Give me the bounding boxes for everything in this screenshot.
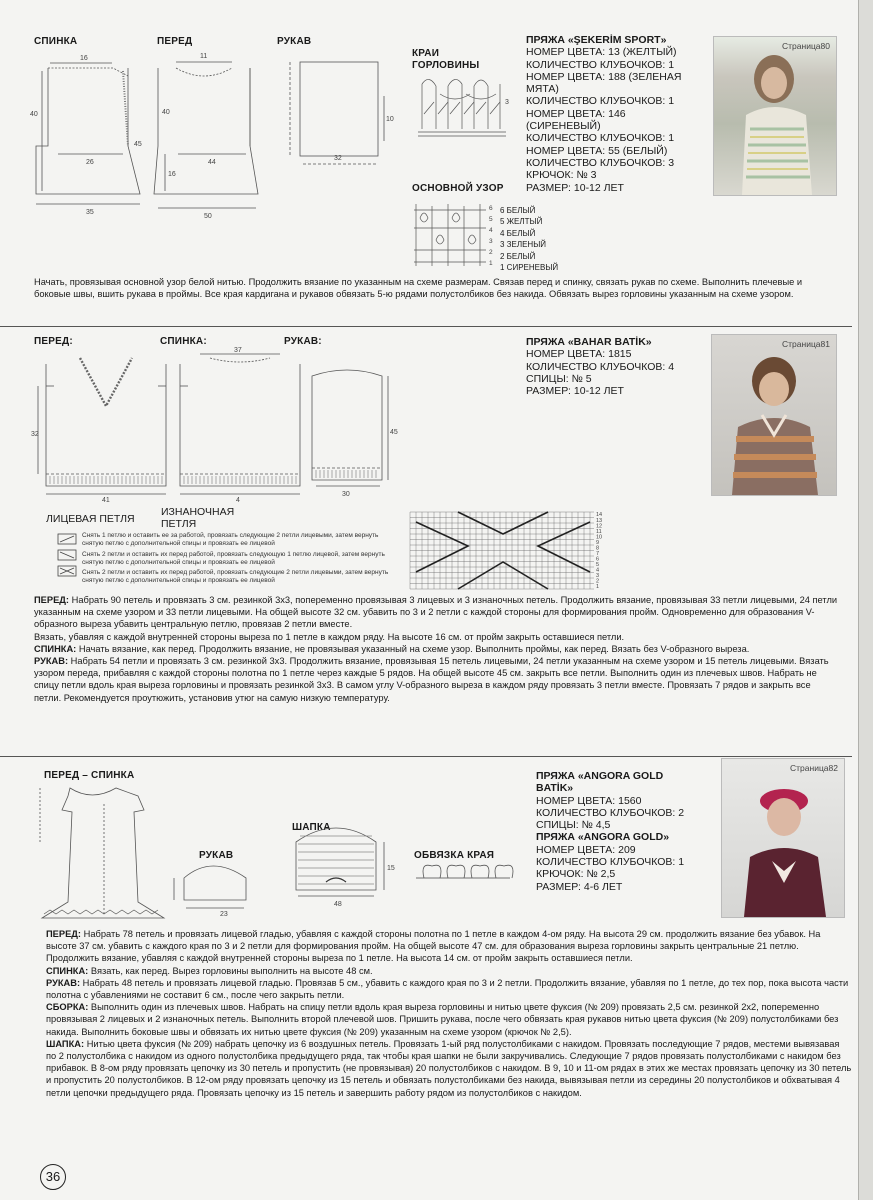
model-photo-1: Страница80 [713, 36, 837, 196]
dim-back-h: 40 [30, 111, 38, 118]
dim-sleeve-w-2: 30 [342, 491, 350, 498]
dim-hat-h: 15 [387, 865, 395, 872]
dim-sleeve-h-2: 45 [390, 429, 398, 436]
neck-edge-chart [414, 74, 514, 140]
dim-sleeve-h: 10 [386, 116, 394, 123]
grid-num-3: 3 [596, 573, 600, 579]
back-label: СПИНКА [34, 36, 78, 47]
section3-back-paragraph: СПИНКА: Вязать, как перед. Вырез горловины выполнить на высоте 48 см. [46, 965, 373, 976]
front-label: ПЕРЕД [157, 36, 193, 47]
dim-back-bottom: 35 [86, 209, 94, 216]
yarn-info-1: ПРЯЖА «ŞEKERİM SPORT» НОМЕР ЦВЕТА: 13 (ЖЕЛТЫЙ) КОЛИЧЕСТВО КЛУБОЧКОВ: 1 НОМЕР ЦВЕТА: 188 (ЗЕЛЕНАЯ МЯТА) КОЛИЧЕСТВО КЛУБОЧКОВ: 1 НОМЕР ЦВЕТА: 146 (СИРЕНЕВЫЙ) КОЛИЧЕСТВО КЛУБОЧКОВ: 1 НОМЕР ЦВЕТА: 55 (БЕЛЫЙ) КОЛИЧЕСТВО КЛУБОЧКОВ: 3 КРЮЧОК: № 3 РАЗМЕР: 10-12 ЛЕТ [526, 34, 682, 194]
dim-front-bottom: 50 [204, 213, 212, 220]
main-pattern-chart [410, 198, 498, 270]
page-number: 36 [40, 1164, 66, 1190]
section-divider-1 [0, 326, 852, 327]
grid-num-4: 4 [596, 567, 600, 574]
stitch-symbols [56, 532, 82, 580]
dim-sleeve-w-3: 23 [220, 911, 228, 918]
legend-num-3: 3 [489, 238, 493, 245]
front-back-label: ПЕРЕД – СПИНКА [44, 770, 135, 781]
dim-front-low: 16 [168, 171, 176, 178]
grid-num-10: 10 [596, 534, 603, 541]
grid-num-8: 8 [596, 545, 600, 552]
section2-instructions [34, 594, 840, 704]
dim-front-h-2: 32 [31, 431, 39, 438]
dim-back-w-2: 4 [236, 497, 240, 504]
section3-hat-paragraph: ШАПКА: Нитью цвета фуксия (№ 209) набрать цепочку из 6 воздушных петель. Провязать 1-ый ряд полустолбиками с накидом. Провязать последующие 7 рядов, местеми вывязавая по 2 полустолбика с накидом из одного полустолбика предыдущего ряда, так чтобы края шапки не были закручивались. Следующие 7 рядов провязать полустолбиками с накидом без прибавок. В 8-ом ряду провязать цепочку из 30 петель и пропустить (не провязывая) 20 полустолбиков с накидом. В 9, 10 и 11-ом рядах в этих же местах провязать цепочку из 30 петель и пропустить 20 полустолбиков. В 12-ом ряду провязать цепочку из 15 петель и обвязать полустолбиками без накида, вывязывая петли из середины 20 полустолбиков и обхватывая 4 петли цепочки предыдущего ряда. Провязать цепочку из 15 петель и завершить работу рядом из полустолбиков с накидом. [46, 1038, 852, 1098]
dim-back-top-2: 37 [234, 347, 242, 354]
sleeve-label-3: РУКАВ [199, 850, 234, 861]
legend-num-6: 6 [489, 205, 493, 212]
dim-hat-w: 48 [334, 901, 342, 908]
grid-num-5: 5 [596, 562, 600, 568]
legend-num-5: 5 [489, 216, 493, 223]
child-figure-3 [722, 759, 844, 917]
dim-front-h: 40 [162, 109, 170, 116]
section3-front-paragraph: ПЕРЕД: Набрать 78 петель и провязать лицевой гладью, убавляя с каждой стороны полотна по 1 петле в каждом 4-ом ряду. На высота 29 см. продолжить вязание без убавок. На высоте 37 см. убавить с каждого края по 3 и 2 петли для формирования пройм. На общей высоте 47 см. для образования выреза горловины закрыть центральные 21 петлю. Продолжить вязание, убавляя с каждой внутренней стороны выреза по 1 петле. На высота 14 см. от пройм закрыть оставшиеся петли. [46, 929, 821, 964]
section2-sleeve-paragraph: РУКАВ: Набрать 54 петли и провязать 3 см. резинкой 3х3. Продолжить вязание, провязывая 15 петель лицевыми, 24 петли указанным на схеме узором и 15 петель лицевыми. Вязать узором переда, прибавляя с каждой стороны полотна по 1 петле через каждые 5 рядов. На общей высоте 45 см. закрыть все петли. Выполнить один из плечевых швов. Набрать не спицу петли вдоль края выреза горловины и провязать резинкой 3х3. В самом углу V-образного выреза в каждом ряду провязать 3 петли вместе. Провязать 7 рядов и закрыть все петли. Рекомендуется проутюжить, установив утюг на самую низкую температуру. [34, 656, 829, 703]
grid-num-1: 1 [596, 584, 600, 590]
dim-front-inner: 44 [208, 159, 216, 166]
grid-num-11: 11 [596, 529, 602, 535]
neck-edge-label: КРАИ ГОРЛОВИНЫ [412, 48, 480, 71]
section2-schematics [30, 346, 400, 506]
cable-pattern-chart [408, 510, 608, 592]
back-label-2: СПИНКА: [160, 336, 207, 347]
model-photo-2: Страница81 [711, 334, 837, 496]
front-label-2: ПЕРЕД: [34, 336, 73, 347]
grid-num-13: 13 [596, 518, 603, 524]
sleeve-label-2: РУКАВ: [284, 336, 322, 347]
section2-back-paragraph: СПИНКА: Начать вязание, как перед. Продолжить вязание, не провязывая указанный на схеме узор. Выполнить проймы, как перед. Вязать без V-образного выреза. [34, 643, 750, 654]
grid-num-14: 14 [596, 512, 603, 518]
yarn-info-3: ПРЯЖА «ANGORA GOLD BATİK» НОМЕР ЦВЕТА: 1560 КОЛИЧЕСТВО КЛУБОЧКОВ: 2 СПИЦЫ: № 4,5 ПРЯЖА «ANGORA GOLD» НОМЕР ЦВЕТА: 209 КОЛИЧЕСТВО КЛУБОЧКОВ: 1 КРЮЧОК: № 2,5 РАЗМЕР: 4-6 ЛЕТ [536, 770, 685, 893]
section2-neck-paragraph: Вязать, убавляя с каждой внутренней стороны выреза по 1 петле в каждом ряду. На высоте 16 см. от пройм закрыть оставшиеся петли. [34, 631, 625, 642]
grid-num-2: 2 [596, 578, 600, 585]
section-divider-2 [0, 756, 852, 757]
grid-num-12: 12 [596, 523, 603, 530]
model-photo-3: Страница82 [721, 758, 845, 918]
legend-num-2: 2 [489, 249, 493, 256]
grid-num-9: 9 [596, 540, 600, 546]
sleeve-label: РУКАВ [277, 36, 312, 47]
purl-loop-label: ИЗНАНОЧНАЯ ПЕТЛЯ [161, 506, 235, 530]
section2-front-paragraph: ПЕРЕД: Набрать 90 петель и провязать 3 см. резинкой 3х3, попеременно провязывая 3 лицевых и 3 изнаночных петель. Продолжить вязание, провязывая 33 петли лицевыми, 24 петли указанным на схеме узором и 33 петли лицевыми. На общей высоте 32 см. убавить по 3 и 2 петли с каждой стороны для формирования пройм. Одновременно для образования V-образного выреза убавить центральную петлю, провязав 2 петли вместе. [34, 595, 838, 630]
hat-label: ШАПКА [292, 822, 331, 833]
legend-num-1: 1 [489, 260, 493, 267]
dim-front-w-2: 41 [102, 497, 110, 504]
edge-label: ОБВЯЗКА КРАЯ [414, 850, 495, 861]
section1-instructions: Начать, провязывая основной узор белой нитью. Продолжить вязание по указанным на схеме размерам. Связав перед и спинку, связать рукав по схеме. Выполнить плечевые и боковые швы, вшить рукава в проймы. Все края кардигана и рукавов обвязать 5-ю рядами полустолбиков без накида. Обвязать вырез горловины указанным на схеме узором. [34, 277, 803, 300]
dim-back-top: 16 [80, 55, 88, 62]
section1-schematics [28, 46, 398, 221]
dim-back-arm: 26 [86, 159, 94, 166]
grid-num-7: 7 [596, 551, 600, 557]
legend-num-4: 4 [489, 227, 493, 234]
stitch-notes: Снять 1 петлю и оставить ее за работой, провязать следующие 2 петли лицевыми, затем вернуть снятую петлю с дополнительной спицы и провязать ее лицевой Снять 2 петли и оставить их перед работой, провязать следующую 1 петлю лицевой, затем вернуть снятую петлю с дополнительной спицы и провязать ее лицевой Снять 2 петли и оставить их перед работой, провязать следующие 2 петли лицевыми, затем вернуть снятую петлю с дополнительной спицы и провязать ее лицевой [82, 532, 389, 585]
dim-sleeve-w: 32 [334, 155, 342, 162]
grid-num-6: 6 [596, 556, 600, 563]
dim-front-top: 11 [200, 53, 208, 60]
section3-schematics [30, 782, 530, 922]
dim-back-side: 45 [134, 141, 142, 148]
page-edge [858, 0, 873, 1200]
main-pattern-label: ОСНОВНОЙ УЗОР [412, 183, 504, 194]
neck-rows-num: 3 [505, 99, 509, 106]
face-loop-label: ЛИЦЕВАЯ ПЕТЛЯ [46, 513, 135, 525]
color-legend: 6 БЕЛЫЙ 5 ЖЕЛТЫЙ 4 БЕЛЫЙ 3 ЗЕЛЕНЫЙ 2 БЕЛЫЙ 1 СИРЕНЕВЫЙ [500, 206, 559, 273]
section3-instructions [46, 928, 852, 1099]
child-figure-1 [714, 37, 836, 195]
child-figure-2 [712, 335, 836, 495]
section3-sleeve-paragraph: РУКАВ: Набрать 48 петель и провязать лицевой гладью. Провязав 5 см., убавить с каждого края по 3 и 2 петли. Продолжить вязание, убавляя по 1 петле, до тех пор, пока высота части полотна с убавлениями не составит 6 см., после чего закрыть петли. [46, 977, 849, 1001]
section3-assembly-paragraph: СБОРКА: Выполнить один из плечевых швов. Набрать на спицу петли вдоль края выреза горловины и нитью цвете фуксия (№ 209) провязать 2,5 см. резинкой 2х2, попеременно провязывая 2 лицевых и 2 изнаночных петель. Выполнить второй плечевой шов. Пришить рукава, после чего обвязать края рукавов нитью цвета фуксия (№ 209) полустолбиками без накида. Выполнить боковые швы и обвязать их нитью цвете фуксия (№ 209) указанным на схеме узором (крючок № 2,5). [46, 1002, 839, 1037]
yarn-info-2: ПРЯЖА «BAHAR BATİK» НОМЕР ЦВЕТА: 1815 КОЛИЧЕСТВО КЛУБОЧКОВ: 4 СПИЦЫ: № 5 РАЗМЕР: 10-12 ЛЕТ [526, 336, 675, 398]
